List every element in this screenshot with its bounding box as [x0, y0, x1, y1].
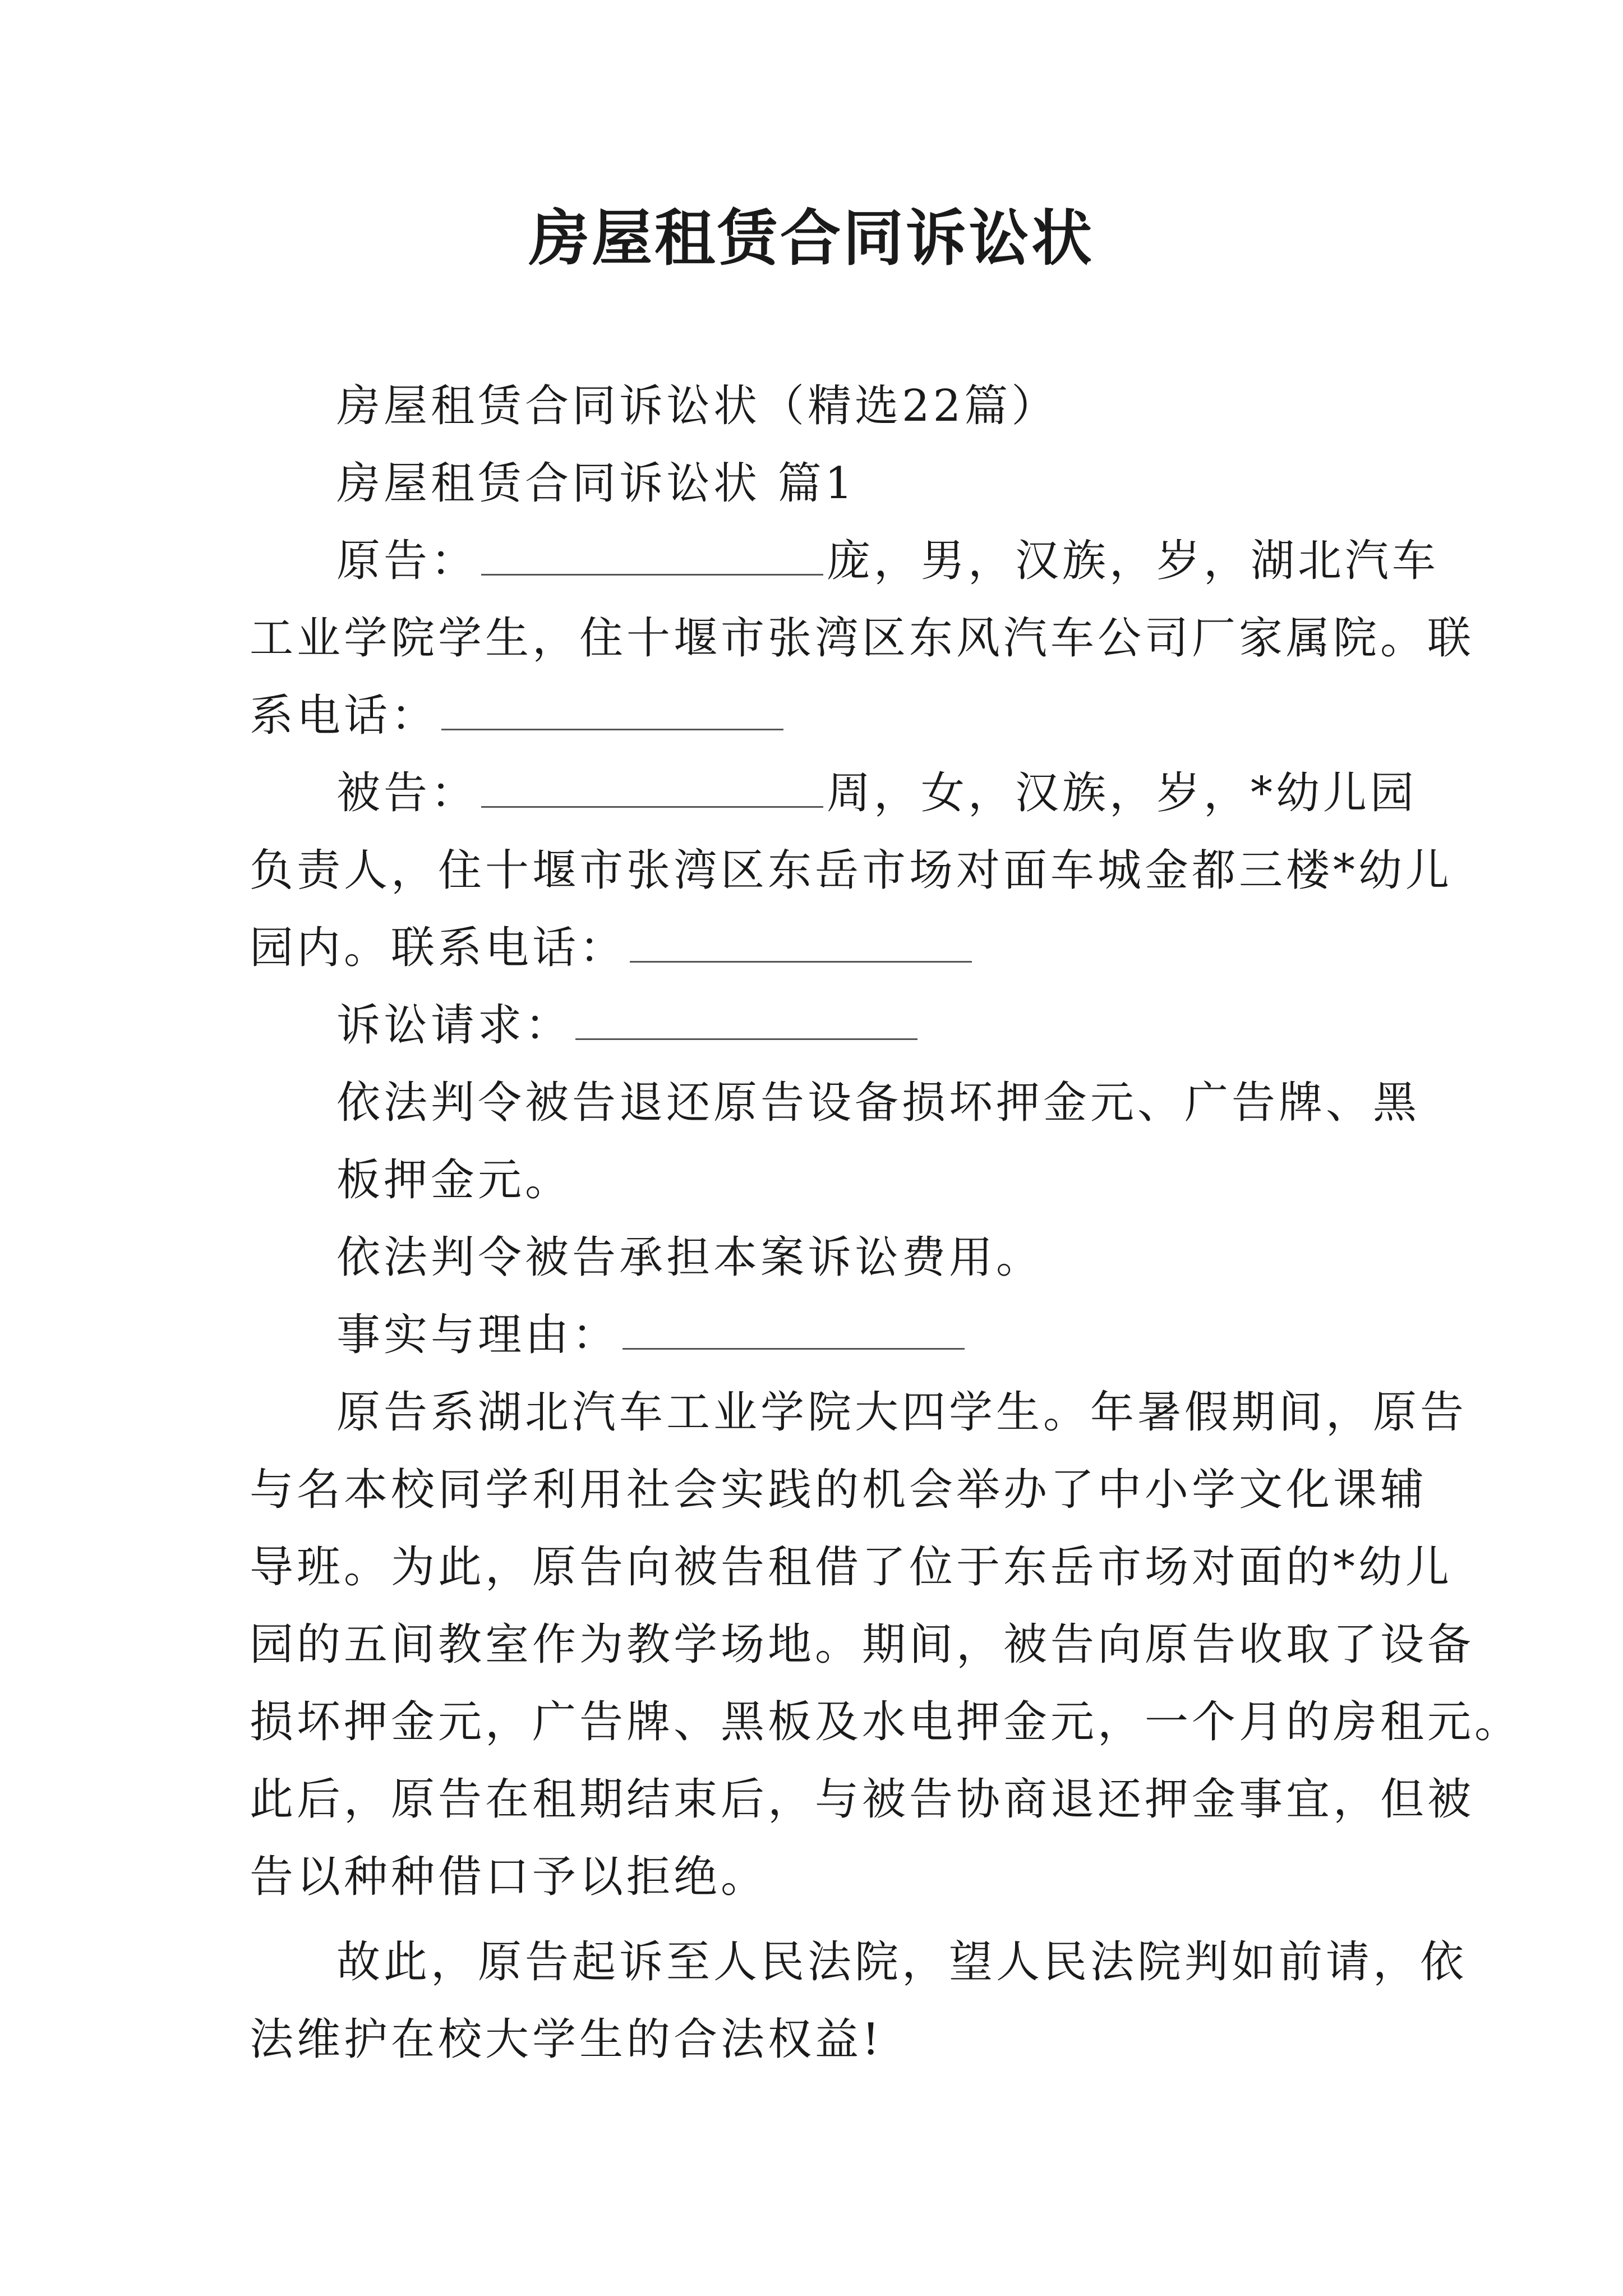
paragraph-text: 故此，原告起诉至人民法院，望人民法院判如前请，依 [336, 1937, 1468, 1987]
paragraph-line [250, 600, 1475, 677]
plaintiff-name-blank [481, 535, 823, 576]
section-heading-text: 房屋租赁合同诉讼状 篇1 [336, 458, 856, 509]
plaintiff-label: 原告： [336, 536, 478, 586]
paragraph-spacer [250, 1916, 1377, 1924]
section-heading [250, 445, 1377, 522]
claim-text: 板押金元。 [336, 1155, 573, 1205]
paragraph-line [250, 1606, 1475, 1683]
claims-line [250, 987, 1377, 1064]
paragraph-text: 导班。为此，原告向被告租借了位于东岳市场对面的*幼儿 [250, 1542, 1453, 1593]
document-title: 房屋租赁合同诉讼状 [528, 203, 1094, 274]
plaintiff-line [250, 522, 1440, 600]
defendant-info: 周，女，汉族，岁，*幼儿园 [827, 768, 1418, 818]
claims-label: 诉讼请求： [336, 1000, 573, 1051]
paragraph-text: 园的五间教室作为教学场地。期间，被告向原告收取了设备 [250, 1619, 1475, 1670]
defendant-name-blank [481, 767, 823, 808]
paragraph-line [250, 1761, 1475, 1838]
defendant-phone-blank [630, 922, 972, 963]
defendant-phone-label: 园内。联系电话： [250, 923, 627, 973]
plaintiff-phone-label: 系电话： [250, 691, 439, 741]
paragraph-line [250, 1529, 1453, 1606]
paragraph-line [250, 1374, 1468, 1451]
plaintiff-phone-blank [441, 689, 783, 730]
paragraph-text: 法维护在校大学生的合法权益! [250, 2014, 883, 2065]
paragraph-text: 与名本校同学利用社会实践的机会举办了中小学文化课辅 [250, 1465, 1428, 1515]
paragraph-line [250, 832, 1453, 909]
claims-blank [575, 999, 917, 1040]
defendant-label: 被告： [336, 768, 478, 818]
paragraph-line [250, 1451, 1428, 1529]
defendant-line [250, 754, 1418, 832]
facts-line [250, 1296, 1377, 1374]
paragraph-text: 原告系湖北汽车工业学院大四学生。年暑假期间，原告 [336, 1387, 1468, 1438]
subtitle-line [250, 367, 1377, 445]
paragraph-text: 告以种种借口予以拒绝。 [250, 1852, 768, 1902]
document-body [250, 367, 1522, 2078]
claim-item-continued [250, 1142, 1377, 1219]
defendant-phone-line [250, 909, 1377, 987]
paragraph-line [250, 2001, 1377, 2078]
subtitle-text: 房屋租赁合同诉讼状（精选22篇） [336, 381, 1059, 431]
plaintiff-phone-line [250, 677, 1377, 754]
claim-text: 依法判令被告退还原告设备损坏押金元、广告牌、黑 [336, 1078, 1421, 1128]
paragraph-text: 负责人，住十堰市张湾区东岳市场对面车城金都三楼*幼儿 [250, 845, 1453, 896]
paragraph-text: 损坏押金元，广告牌、黑板及水电押金元，一个月的房租元。 [250, 1697, 1522, 1747]
facts-blank [623, 1309, 965, 1350]
paragraph-line [250, 1838, 1377, 1916]
paragraph-text: 工业学院学生，住十堰市张湾区东风汽车公司厂家属院。联 [250, 613, 1475, 664]
paragraph-text: 此后，原告在租期结束后，与被告协商退还押金事宜，但被 [250, 1774, 1475, 1825]
claim-item [250, 1064, 1421, 1142]
paragraph-line [250, 1683, 1522, 1761]
claim-text: 依法判令被告承担本案诉讼费用。 [336, 1232, 1044, 1283]
facts-label: 事实与理由： [336, 1310, 620, 1360]
paragraph-line [250, 1924, 1468, 2001]
plaintiff-info: 庞，男，汉族，岁，湖北汽车 [827, 536, 1440, 586]
claim-item [250, 1219, 1377, 1296]
